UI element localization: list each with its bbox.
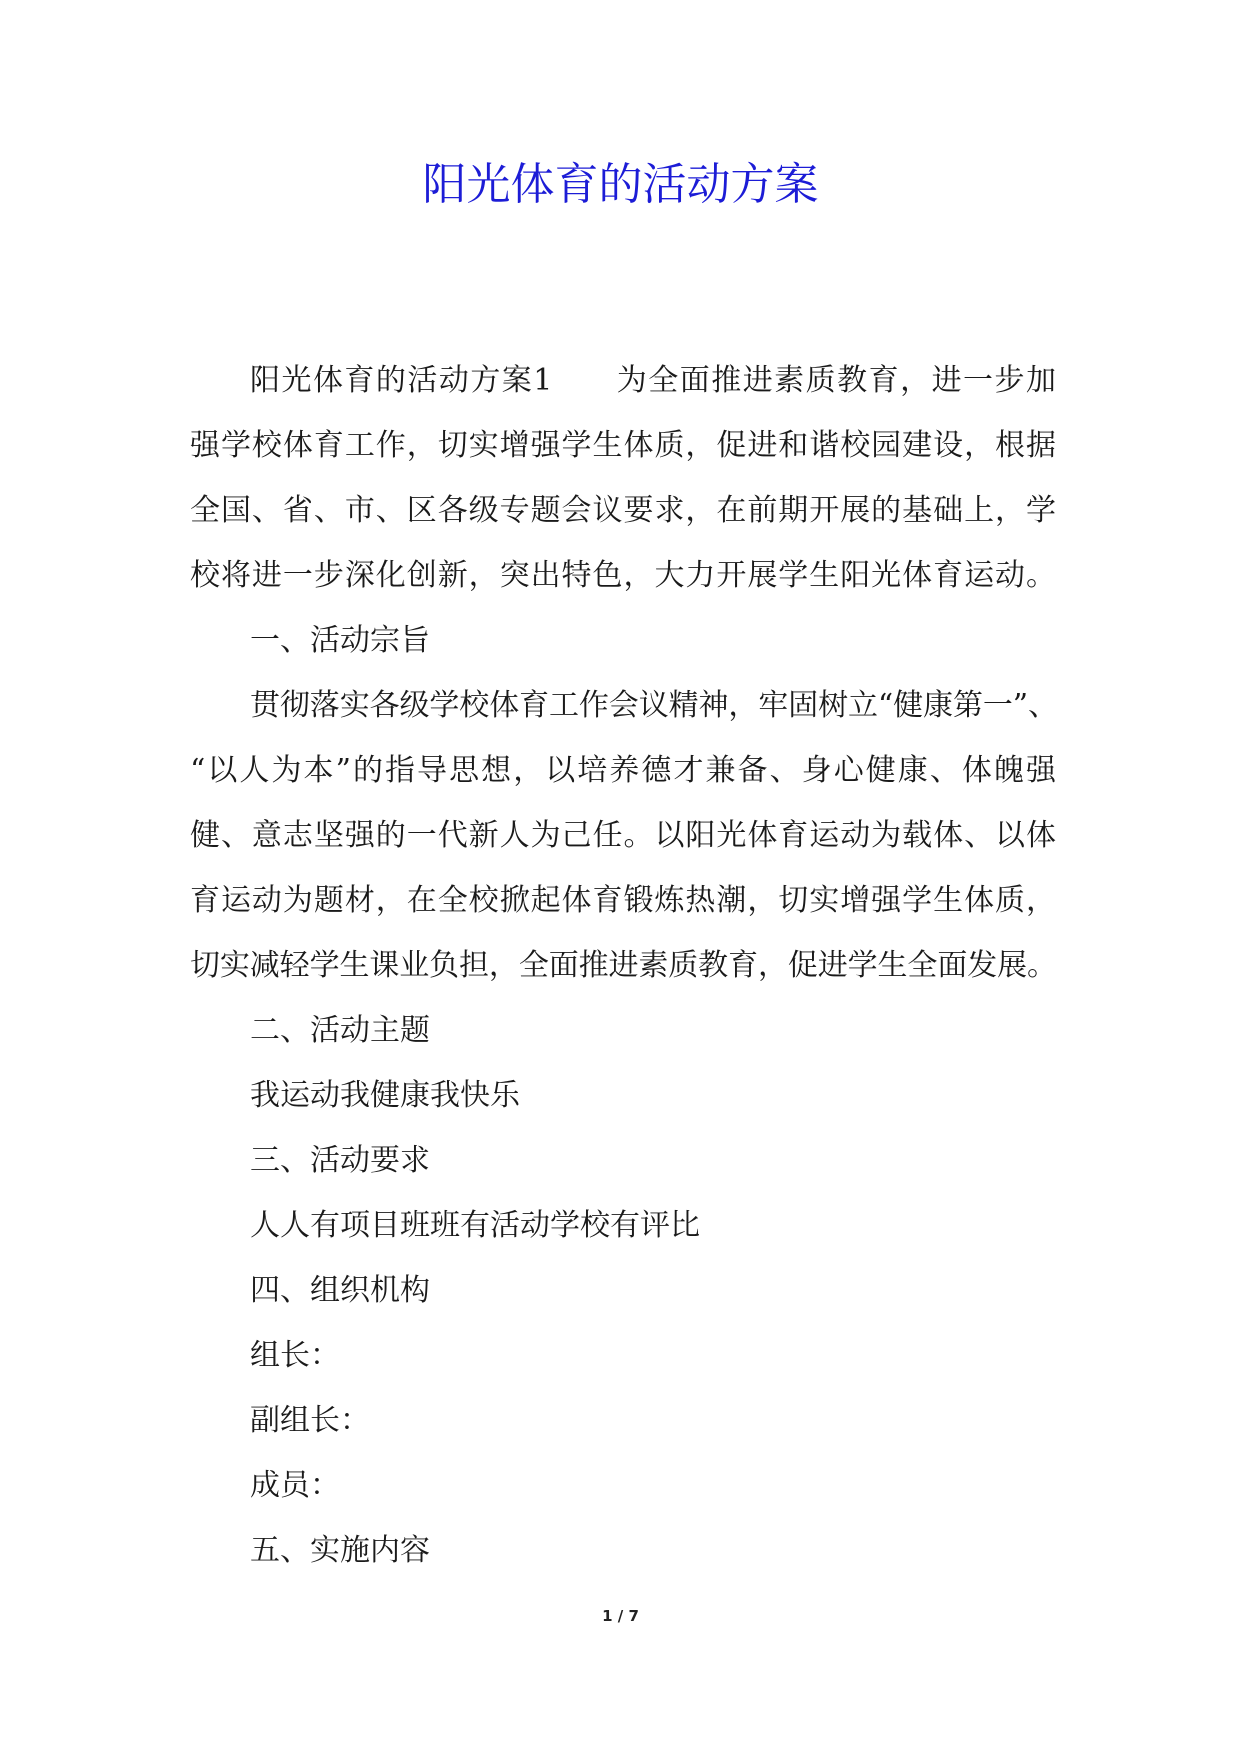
intro-line: 阳光体育的活动方案1 为全面推进素质教育，进一步加 [250, 363, 1056, 398]
section-heading-implementation: 五、实施内容 [250, 1533, 430, 1568]
section-heading-purpose: 一、活动宗旨 [250, 623, 430, 658]
purpose-line: 切实减轻学生课业负担，全面推进素质教育，促进学生全面发展。 [190, 948, 1056, 983]
section-heading-requirements: 三、活动要求 [250, 1143, 430, 1178]
purpose-line: 育运动为题材，在全校掀起体育锻炼热潮，切实增强学生体质， [190, 883, 1056, 918]
section-heading-theme: 二、活动主题 [250, 1013, 430, 1048]
section-heading-organization: 四、组织机构 [250, 1273, 430, 1308]
intro-line: 校将进一步深化创新，突出特色，大力开展学生阳光体育运动。 [190, 558, 1056, 593]
purpose-line: “以人为本”的指导思想，以培养德才兼备、身心健康、体魄强 [190, 753, 1056, 788]
page-number: 1 / 7 [602, 1607, 639, 1625]
purpose-line: 健、意志坚强的一代新人为己任。以阳光体育运动为载体、以体 [190, 818, 1056, 853]
organization-deputy-leader: 副组长： [250, 1403, 370, 1438]
theme-line: 我运动我健康我快乐 [250, 1078, 520, 1113]
organization-members: 成员： [250, 1468, 340, 1503]
requirements-line: 人人有项目班班有活动学校有评比 [250, 1208, 700, 1243]
intro-line: 全国、省、市、区各级专题会议要求，在前期开展的基础上，学 [190, 493, 1056, 528]
document-title: 阳光体育的活动方案 [422, 159, 819, 210]
document-body [190, 348, 1056, 1583]
intro-line: 强学校体育工作，切实增强学生体质，促进和谐校园建设，根据 [190, 428, 1056, 463]
purpose-line: 贯彻落实各级学校体育工作会议精神，牢固树立“健康第一”、 [250, 688, 1056, 723]
organization-leader: 组长： [250, 1338, 340, 1373]
